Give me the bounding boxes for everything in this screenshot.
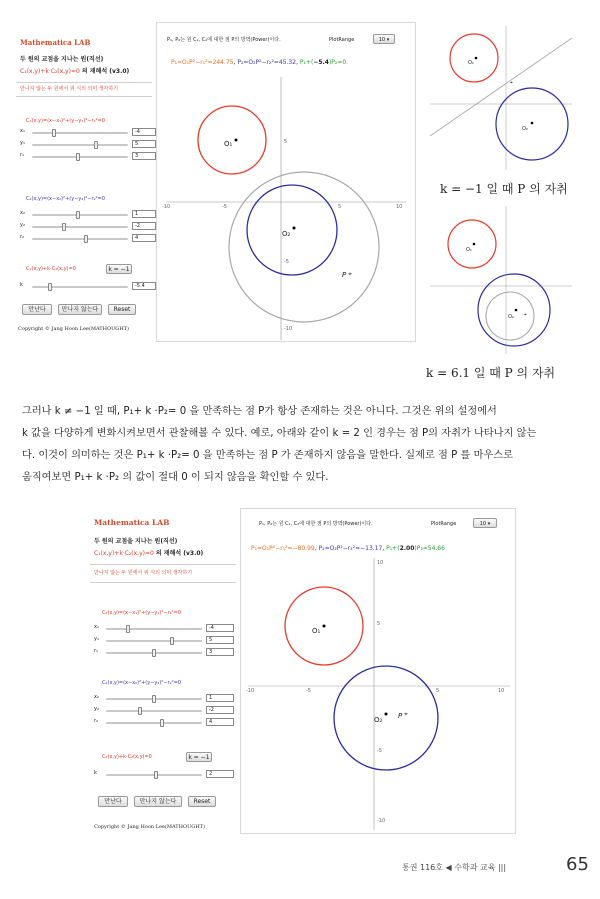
label-o1: O₁ [312,627,321,635]
label-o2: O₂ [522,126,528,132]
tick-label: -10 [246,688,255,694]
lab-subtitle: 두 원의 교점을 지나는 원(직선) [20,56,104,63]
footer-issue: 통권 116호 ◀ 수학과 교육 ||| [402,863,507,872]
slider-knob[interactable] [160,719,164,727]
body-line-2: k 값을 다양하게 변화시켜보면서 관찰해볼 수 있다. 예로, 아래와 같이 k = 2 인 경우는 점 P의 자취가 나타나지 않는 [22,428,537,439]
power-p1: P₁=O₁P²−r₁²=244.75 [171,59,234,66]
point-p[interactable]: P [342,271,347,279]
center-o2 [531,122,534,125]
slider-label-r1: r₁ [94,648,99,654]
slider-knob[interactable] [76,211,80,219]
combo-equation: C₁(x,y)+k·C₂(x,y)=0 [26,266,76,272]
value-x1[interactable]: -4 [206,624,234,632]
slider-knob[interactable] [62,223,66,231]
label-o2: O₂ [508,314,514,320]
circle1-equation: C₁(x,y)=(x−x₁)²+(y−y₁)²−r₁²=0 [26,118,105,124]
plot-range-select[interactable]: 10 ▾ [473,518,497,528]
slider-label-x2: x₂ [20,210,25,216]
lab-panel-bottom [88,508,238,838]
slider-r1[interactable] [32,156,128,158]
center-o1 [323,625,326,628]
equation-suffix: 의 재해석 (v3.0) [153,550,204,557]
slider-knob[interactable] [84,235,88,243]
center-o2 [293,227,296,230]
power-sum-post: )P₂=0. [328,59,349,66]
power-sum-post: )P₂=54.66 [414,545,445,552]
plot-header: P₁, P₂는 원 C₁, C₂에 대한 점 P의 방멱(Power)이다. [259,521,373,527]
label-o1: O₁ [224,140,233,148]
not-meet-button[interactable]: 만나지 않는다 [134,796,182,807]
slider-label-x2: x₂ [94,694,99,700]
circle-c1 [450,34,498,82]
page-number: 65 [566,854,589,875]
equation-prefix: C₁(x,y)+k·C₂(x,y)=0 [94,550,154,557]
label-o1: O₁ [468,60,474,66]
label-o1: O₁ [466,247,472,253]
plot-range-value: 10 [479,521,487,527]
slider-label-x1: x₁ [20,128,25,134]
grid [171,77,401,337]
value-r1[interactable]: 3 [206,648,234,656]
slider-x1[interactable] [32,132,128,134]
plot-header: P₁, P₂는 원 C₁, C₂에 대한 점 P의 방멱(Power)이다. [167,37,281,43]
power-sum-k: −5.4 [313,59,329,66]
section-link[interactable]: 만나지 않는 두 원에서 위 식의 의미 생각하기 [94,570,193,576]
copyright: Copyright © Jang Hoon Lee(MATHOUGHT) [94,824,205,830]
tick-label: 5 [436,688,440,694]
label-o2: O₂ [282,230,291,238]
power-sum-pre: P₁+( [386,545,400,552]
value-y1[interactable]: 5 [206,636,234,644]
circle-c2 [247,185,337,275]
slider-knob[interactable] [152,695,156,703]
equation-suffix: 의 재해석 (v3.0) [79,68,130,75]
combo-equation: C₁(x,y)+k·C₂(x,y)=0 [102,754,152,760]
lab-title: Mathematica LAB [20,38,91,47]
point-p-marker[interactable]: ⌖ [348,270,352,278]
tick-label: -5 [377,748,382,754]
power-readout: P₁=O₁P²−r₁²=244.75, P₂=O₂P²−r₂²=45.32, P₁+(−5.4)P₂=0. [171,59,349,66]
tick-label: 5 [377,621,381,627]
slider-knob[interactable] [48,283,52,291]
power-p1: P₁=O₁P²−r₁²=−80.99 [251,545,315,552]
copyright: Copyright © Jang Hoon Lee(MATHOUGHT) [18,326,129,332]
value-r1[interactable]: 3 [132,152,156,160]
locus-circle [229,172,379,322]
slider-knob[interactable] [138,707,142,715]
slider-y2[interactable] [106,710,202,712]
locus-line [430,38,572,136]
plot-k-61 [426,204,576,354]
equation-prefix: C₁(x,y)+k·C₂(x,y)=0 [20,68,80,75]
slider-y1[interactable] [32,144,128,146]
plot-range-value: 10 [378,37,386,43]
slider-knob[interactable] [154,771,158,779]
body-line-4: 움직여보면 P₁+ k ·P₂ 의 값이 절대 0 이 되지 않음을 확인할 수 있다. [22,472,329,483]
slider-label-r2: r₂ [94,718,99,724]
point-p[interactable]: P [398,712,403,720]
k-label: k [94,770,97,776]
center-o1 [475,57,478,60]
plot-top [156,22,416,342]
plot-range-label: PlotRange [431,521,457,527]
center-o1 [473,243,476,246]
center-o1 [235,139,238,142]
slider-label-y1: y₁ [94,636,99,642]
tick-label: -10 [284,326,293,332]
lab-title: Mathematica LAB [94,518,170,527]
value-k[interactable]: 2 [206,770,234,778]
circle1-equation: C₁(x,y)=(x−x₁)²+(y−y₁)²−r₁²=0 [102,610,181,616]
value-y1[interactable]: 5 [132,140,156,148]
reset-button[interactable]: Reset [188,796,216,807]
reset-button[interactable]: Reset [108,304,136,315]
power-sum-k: 2.00 [399,545,415,552]
power-readout: P₁=O₁P²−r₁²=−80.99, P₂=O₂P²−r₂²=−13.17, P₁+(2.00)P₂=54.66 [251,545,445,552]
slider-label-y2: y₂ [20,222,25,228]
meet-button[interactable]: 만난다 [22,304,52,315]
circle2-equation: C₂(x,y)=(x−x₂)²+(y−y₂)²−r₂²=0 [26,196,105,202]
slider-knob[interactable] [76,153,80,161]
slider-label-y1: y₁ [20,140,25,146]
slider-knob[interactable] [52,129,56,137]
caption-k-61: k = 6.1 일 때 P 의 자취 [426,366,556,380]
tick-label: -10 [377,818,386,824]
value-y2[interactable]: -2 [206,706,234,714]
value-k[interactable]: -5.4 [132,282,156,290]
lab-panel-top [14,26,154,316]
meet-button[interactable]: 만난다 [98,796,128,807]
k-minus1-button[interactable]: k = −1 [106,264,132,274]
slider-label-r2: r₂ [20,234,25,240]
lab-subtitle: 두 원의 교점을 지나는 원(직선) [94,538,178,545]
slider-knob[interactable] [126,625,130,633]
slider-label-x1: x₁ [94,624,99,630]
plot-range-select[interactable]: 10 ▾ [373,34,395,44]
tick-label: 5 [284,139,288,145]
lab-equation [20,68,129,76]
body-line-3: 다. 이것이 의미하는 것은 P₁+ k ·P₂= 0 을 만족하는 점 P 가 존재하지 않음을 말한다. 실제로 점 P 를 마우스로 [22,450,513,461]
slider-knob[interactable] [152,649,156,657]
plot-bottom [240,508,516,834]
slider-k[interactable] [32,286,128,288]
value-x2[interactable]: 1 [206,694,234,702]
slider-label-r1: r₁ [20,152,25,158]
k-label: k [20,282,23,288]
not-meet-button[interactable]: 만나지 않는다 [58,304,102,315]
slider-label-y2: y₂ [94,706,99,712]
circle-c2 [478,274,550,346]
value-r2[interactable]: 4 [132,234,156,242]
plot-k-minus1 [426,24,576,170]
section-link[interactable]: 만나지 않는 두 원에서 위 식의 의미 생각하기 [20,86,119,92]
circle2-equation: C₂(x,y)=(x−x₂)²+(y−y₂)²−r₂²=0 [102,680,181,686]
slider-x1[interactable] [106,628,202,630]
center-o2 [515,309,518,312]
value-x1[interactable]: -4 [132,128,156,136]
point-p-marker[interactable]: ⌖ [404,710,408,718]
tick-label: 10 [396,204,403,210]
slider-knob[interactable] [170,637,174,645]
circle-c2 [334,666,438,770]
value-r2[interactable]: 4 [206,718,234,726]
plot-range-label: PlotRange [329,37,355,43]
label-o2: O₂ [374,716,383,724]
power-p2: P₂=O₂P²−r₂²=−13.17 [318,545,383,552]
power-sum-pre: P₁+( [299,59,314,66]
circle-c1 [448,220,496,268]
point-p-marker: ⌖ [510,80,513,86]
center-o2 [385,713,388,716]
tick-label: -5 [284,259,289,265]
slider-knob[interactable] [94,141,98,149]
slider-y1[interactable] [106,640,202,642]
caption-k-minus1: k = −1 일 때 P 의 자취 [440,182,568,196]
slider-x2[interactable] [32,214,128,216]
power-p2: P₂=O₂P²−r₂²=45.32 [237,59,297,66]
tick-label: 10 [498,688,505,694]
tick-label: 10 [377,560,384,566]
body-line-1: 그러나 k ≠ −1 일 때, P₁+ k ·P₂= 0 을 만족하는 점 P가 항상 존재하는 것은 아니다. 그것은 위의 설정에서 [22,406,497,417]
slider-r2[interactable] [106,722,202,724]
tick-label: 5 [338,204,342,210]
value-y2[interactable]: -2 [132,222,156,230]
tick-label: -10 [162,204,171,210]
slider-y2[interactable] [32,226,128,228]
slider-r2[interactable] [32,238,128,240]
lab-equation [94,550,203,558]
point-p-marker: ⌖ [524,312,527,318]
tick-label: -5 [222,204,227,210]
tick-label: -5 [306,688,311,694]
k-minus1-button[interactable]: k = −1 [186,752,212,762]
value-x2[interactable]: 1 [132,210,156,218]
